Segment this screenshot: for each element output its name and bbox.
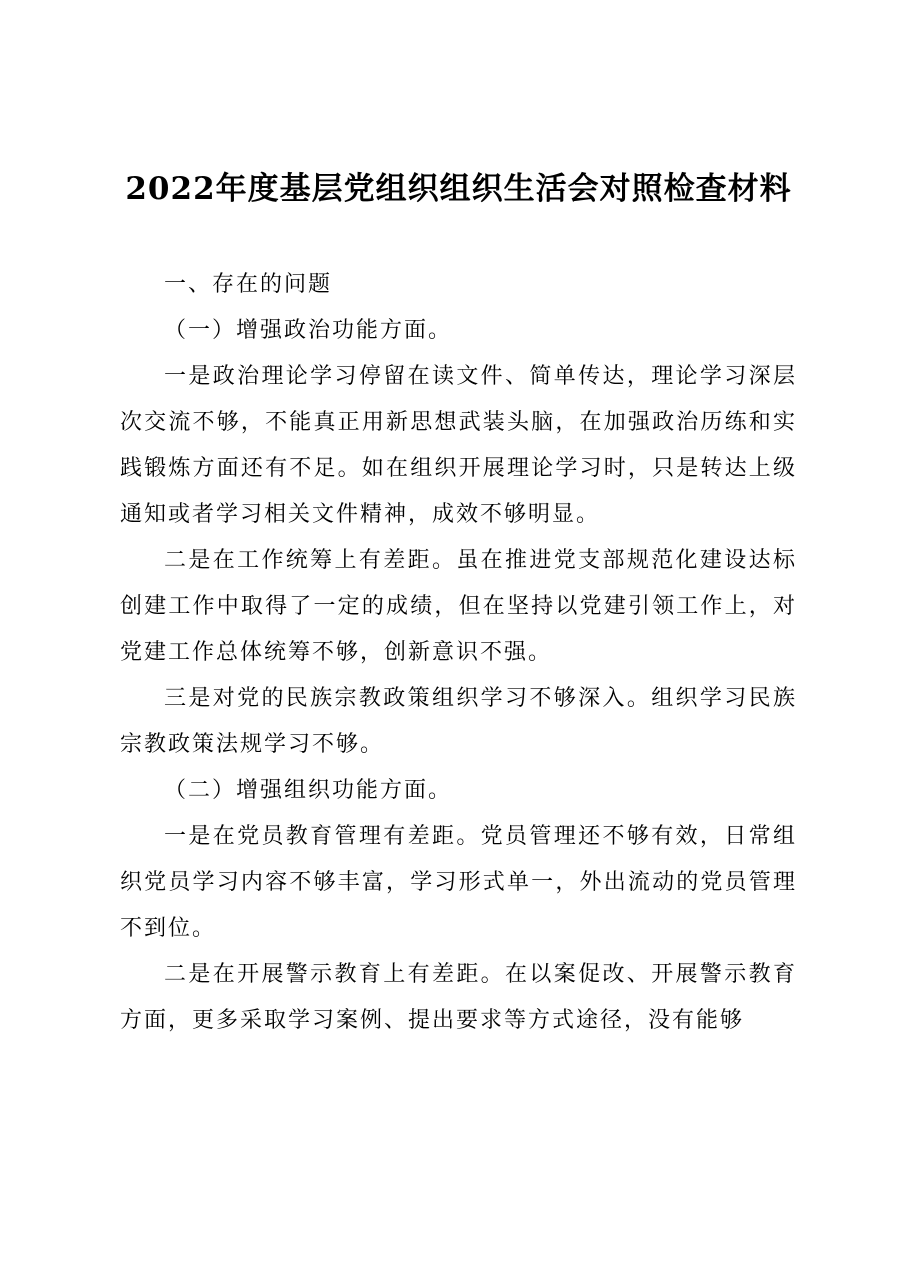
body-paragraph: 一是在党员教育管理有差距。党员管理还不够有效，日常组织党员学习内容不够丰富，学习形式单一，外出流动的党员管理不到位。: [120, 824, 797, 941]
document-body: [120, 262, 797, 1044]
subsection-heading: （二）增强组织功能方面。: [164, 778, 453, 803]
body-paragraph: 二是在工作统筹上有差距。虽在推进党支部规范化建设达标创建工作中取得了一定的成绩，但在坚持以党建引领工作上，对党建工作总体统筹不够，创新意识不强。: [120, 548, 797, 665]
body-paragraph: 一是政治理论学习停留在读文件、简单传达，理论学习深层次交流不够，不能真正用新思想武装头脑，在加强政治历练和实践锻炼方面还有不足。如在组织开展理论学习时，只是转达上级通知或者学习相关文件精神，成效不够明显。: [120, 364, 797, 527]
body-paragraph: 三是对党的民族宗教政策组织学习不够深入。组织学习民族宗教政策法规学习不够。: [120, 686, 797, 757]
document-title: 2022年度基层党组织组织生活会对照检查材料: [125, 171, 792, 207]
subsection-heading: （一）增强政治功能方面。: [164, 318, 453, 343]
section-heading: 一、存在的问题: [164, 272, 333, 297]
body-paragraph: 二是在开展警示教育上有差距。在以案促改、开展警示教育方面，更多采取学习案例、提出要求等方式途径，没有能够: [120, 962, 797, 1033]
